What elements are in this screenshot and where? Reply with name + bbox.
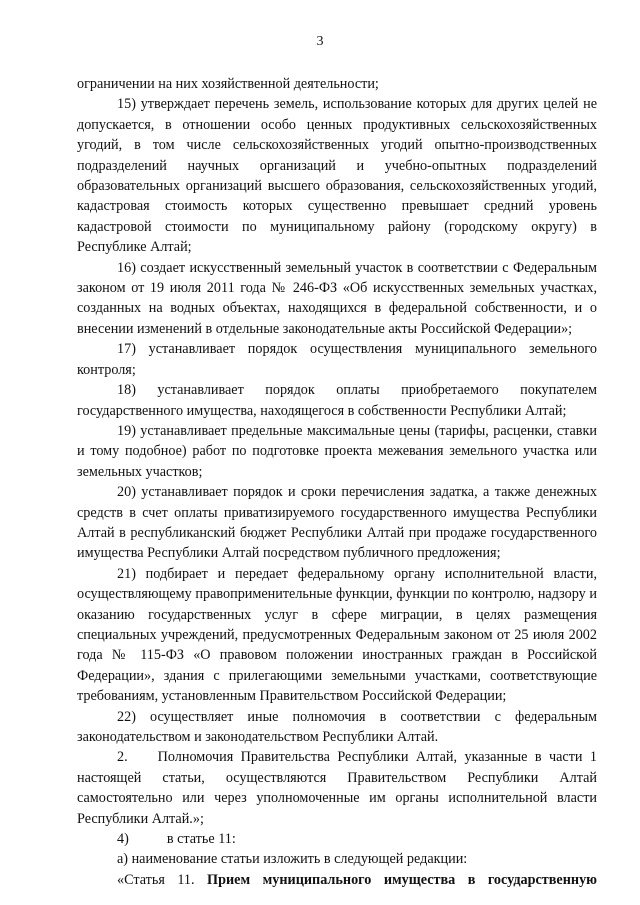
paragraph-item-18: 18) устанавливает порядок оплаты приобретаемого покупателем государственного имущества, находящегося в собственности Республики Алтай;	[77, 382, 597, 419]
paragraph-item-22: 22) осуществляет иные полномочия в соответствии с федеральным законодательством и законодательством Республики Алтай.	[77, 708, 597, 745]
paragraph-part-2	[77, 747, 597, 829]
paragraph-item-20: 20) устанавливает порядок и сроки перечисления задатка, а также денежных средств в счет оплаты приватизируемого государственного имущества Республики Алтай в республиканский бюджет Республики Алтай при продаже государственного имущества Республики Алтай посредством публичного предложения;	[77, 484, 597, 562]
article-11-heading	[77, 870, 597, 890]
paragraph-item-21: 21) подбирает и передает федеральному органу исполнительной власти, осуществляющему правоприменительные функции, функции по контролю, надзору и оказанию государственных услуг в сфере миграции, в целях размещения специальных учреждений, предусмотренных Федеральным законом от 25 июля 2002 года № 115-ФЗ «О правовом положении иностранных граждан в Российской Федерации», здания с прилегающими земельными участками, соответствующие требованиям, установленным Правительством Российской Федерации;	[77, 565, 597, 705]
part-2-text: Полномочия Правительства Республики Алтай, указанные в части 1 настоящей статьи, осуществляются Правительством Республики Алтай самостоятельно или через уполномоченные им органы исполнительной власти Республики Алтай.»;	[77, 749, 597, 827]
paragraph-item-a: а) наименование статьи изложить в следующей редакции:	[117, 851, 468, 868]
paragraph-item-4	[77, 829, 597, 849]
part-2-number: 2.	[117, 749, 128, 766]
paragraph-item-16: 16) создает искусственный земельный участок в соответствии с Федеральным законом от 19 июля 2011 года № 246-ФЗ «Об искусственных земельных участках, созданных на водных объектах, находящихся в федеральной собственности, и о внесении изменений в отдельные законодательные акты Российской Федерации»;	[77, 259, 597, 337]
page-number: 3	[316, 34, 324, 49]
document-body	[77, 74, 597, 890]
article-11-prefix: «Статья 11.	[117, 871, 195, 888]
paragraph-continuation: ограничении на них хозяйственной деятельности;	[77, 76, 379, 92]
paragraph-item-19: 19) устанавливает предельные максимальные цены (тарифы, расценки, ставки и тому подобное) работ по подготовке проекта межевания земельного участка или земельных участков;	[77, 422, 597, 480]
article-11-title: Прием муниципального имущества в государственную	[207, 871, 598, 888]
paragraph-item-17: 17) устанавливает порядок осуществления муниципального земельного контроля;	[77, 341, 597, 378]
item-4-number: 4)	[117, 831, 129, 848]
item-4-text: в статье 11:	[166, 831, 236, 848]
paragraph-item-15: 15) утверждает перечень земель, использование которых для других целей не допускается, в отношении особо ценных продуктивных сельскохозяйственных угодий, в том числе сельскохозяйственных угодий опытно-производственных подразделений научных организаций и учебно-опытных подразделений образовательных организаций высшего образования, сельскохозяйственных угодий, кадастровая стоимость которых существенно превышает средний уровень кадастровой стоимости по муниципальному району (городскому округу) в Республике Алтай;	[77, 96, 597, 256]
